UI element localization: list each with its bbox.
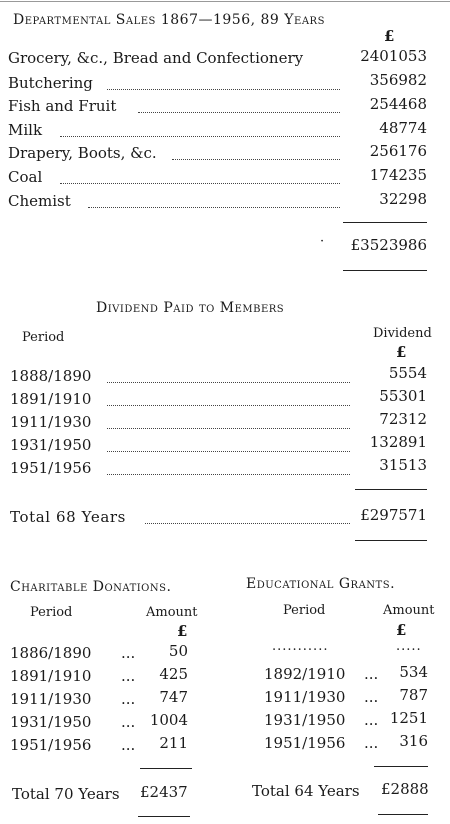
charitable-currency: £ [177,622,188,640]
educational-amount-0: 534 [399,663,428,681]
charitable-rule-top [140,768,192,769]
charitable-amount-4: 211 [159,734,188,752]
dividend-leader-0 [107,382,350,383]
sales-leader-5 [60,183,340,184]
charitable-dots-0: ... [121,644,136,662]
sales-leader-2 [138,112,340,113]
educational-amount-2: 1251 [389,709,428,727]
educational-total-label: Total 64 Years [252,782,360,800]
charitable-col-amount: Amount [146,605,198,620]
educational-dots-2: ... [364,711,379,729]
dividend-period-4: 1951/1956 [10,459,92,477]
dividend-rule-top [355,489,427,490]
sales-currency: £ [384,27,395,45]
dividend-col-period: Period [22,330,65,345]
charitable-dots-2: ... [121,690,136,708]
sales-value-4: 256176 [369,142,427,160]
sales-leader-1 [107,89,340,90]
educational-period-3: 1951/1956 [264,734,346,752]
dividend-rule-bottom [355,540,427,541]
sales-rule-top [343,222,427,223]
dividend-leader-3 [107,451,350,452]
sales-label-2: Fish and Fruit [8,97,117,115]
educational-blank-period: ........... [272,639,329,654]
sales-label-0: Grocery, &c., Bread and Confectionery [8,49,304,67]
educational-period-2: 1931/1950 [264,711,346,729]
educational-currency: £ [396,621,407,639]
educational-col-period: Period [283,603,326,618]
charitable-col-period: Period [30,605,73,620]
sales-leader-6 [88,207,340,208]
charitable-total-label: Total 70 Years [12,785,120,803]
sales-value-5: 174235 [369,166,427,184]
sales-label-3: Milk [8,121,43,139]
dividend-value-3: 132891 [369,433,427,451]
charitable-amount-0: 50 [168,642,188,660]
charitable-dots-4: ... [121,736,136,754]
charitable-rule-bottom [138,816,190,817]
sales-label-4: Drapery, Boots, &c. [8,144,157,162]
dividend-currency: £ [396,343,407,361]
charitable-period-4: 1951/1956 [10,736,92,754]
sales-leader-3 [60,136,340,137]
dividend-leader-4 [107,474,350,475]
charitable-period-2: 1911/1930 [10,690,92,708]
sales-value-3: 48774 [379,119,427,137]
dividend-value-2: 72312 [379,410,427,428]
sales-value-0: 2401053 [360,47,427,65]
educational-rule-top [374,766,428,767]
educational-col-amount: Amount [383,603,435,618]
dividend-total-value: £297571 [360,506,427,524]
dividend-total-label: Total 68 Years [10,508,126,526]
charitable-period-0: 1886/1890 [10,644,92,662]
educational-title: Educational Grants. [246,576,396,592]
dividend-col-value: Dividend [373,326,432,341]
charitable-dots-1: ... [121,667,136,685]
charitable-amount-1: 425 [159,665,188,683]
dividend-leader-1 [107,405,350,406]
charitable-period-3: 1931/1950 [10,713,92,731]
dividend-period-1: 1891/1910 [10,390,92,408]
sales-label-1: Butchering [8,74,93,92]
dividend-value-1: 55301 [379,387,427,405]
dividend-period-3: 1931/1950 [10,436,92,454]
dividend-total-leader [145,523,350,524]
charitable-dots-3: ... [121,713,136,731]
dividend-period-2: 1911/1930 [10,413,92,431]
educational-blank-amount: ..... [396,639,422,654]
sales-value-6: 32298 [379,190,427,208]
dividend-value-0: 5554 [388,364,427,382]
dividend-leader-2 [107,428,350,429]
sales-value-1: 356982 [369,71,427,89]
sales-label-5: Coal [8,168,43,186]
sales-leader-4 [172,159,340,160]
charitable-period-1: 1891/1910 [10,667,92,685]
dividend-title: Dividend Paid to Members [96,300,285,316]
dividend-value-4: 31513 [379,456,427,474]
charitable-total-value: £2437 [140,783,188,801]
sales-total: £3523986 [350,236,427,254]
sales-label-6: Chemist [8,192,71,210]
educational-amount-1: 787 [399,686,428,704]
dividend-period-0: 1888/1890 [10,367,92,385]
educational-rule-bottom [378,814,428,815]
charitable-title: Charitable Donations. [10,579,172,595]
charitable-amount-2: 747 [159,688,188,706]
sales-rule-bottom [343,270,427,271]
top-rule [0,1,450,2]
educational-period-1: 1911/1930 [264,688,346,706]
sales-value-2: 254468 [369,95,427,113]
educational-dots-0: ... [364,665,379,683]
educational-total-value: £2888 [381,780,429,798]
educational-period-0: 1892/1910 [264,665,346,683]
sales-dot: · [320,234,325,249]
educational-amount-3: 316 [399,732,428,750]
educational-dots-3: ... [364,734,379,752]
educational-dots-1: ... [364,688,379,706]
sales-title: Departmental Sales 1867—1956, 89 Years [13,12,325,28]
charitable-amount-3: 1004 [149,711,188,729]
